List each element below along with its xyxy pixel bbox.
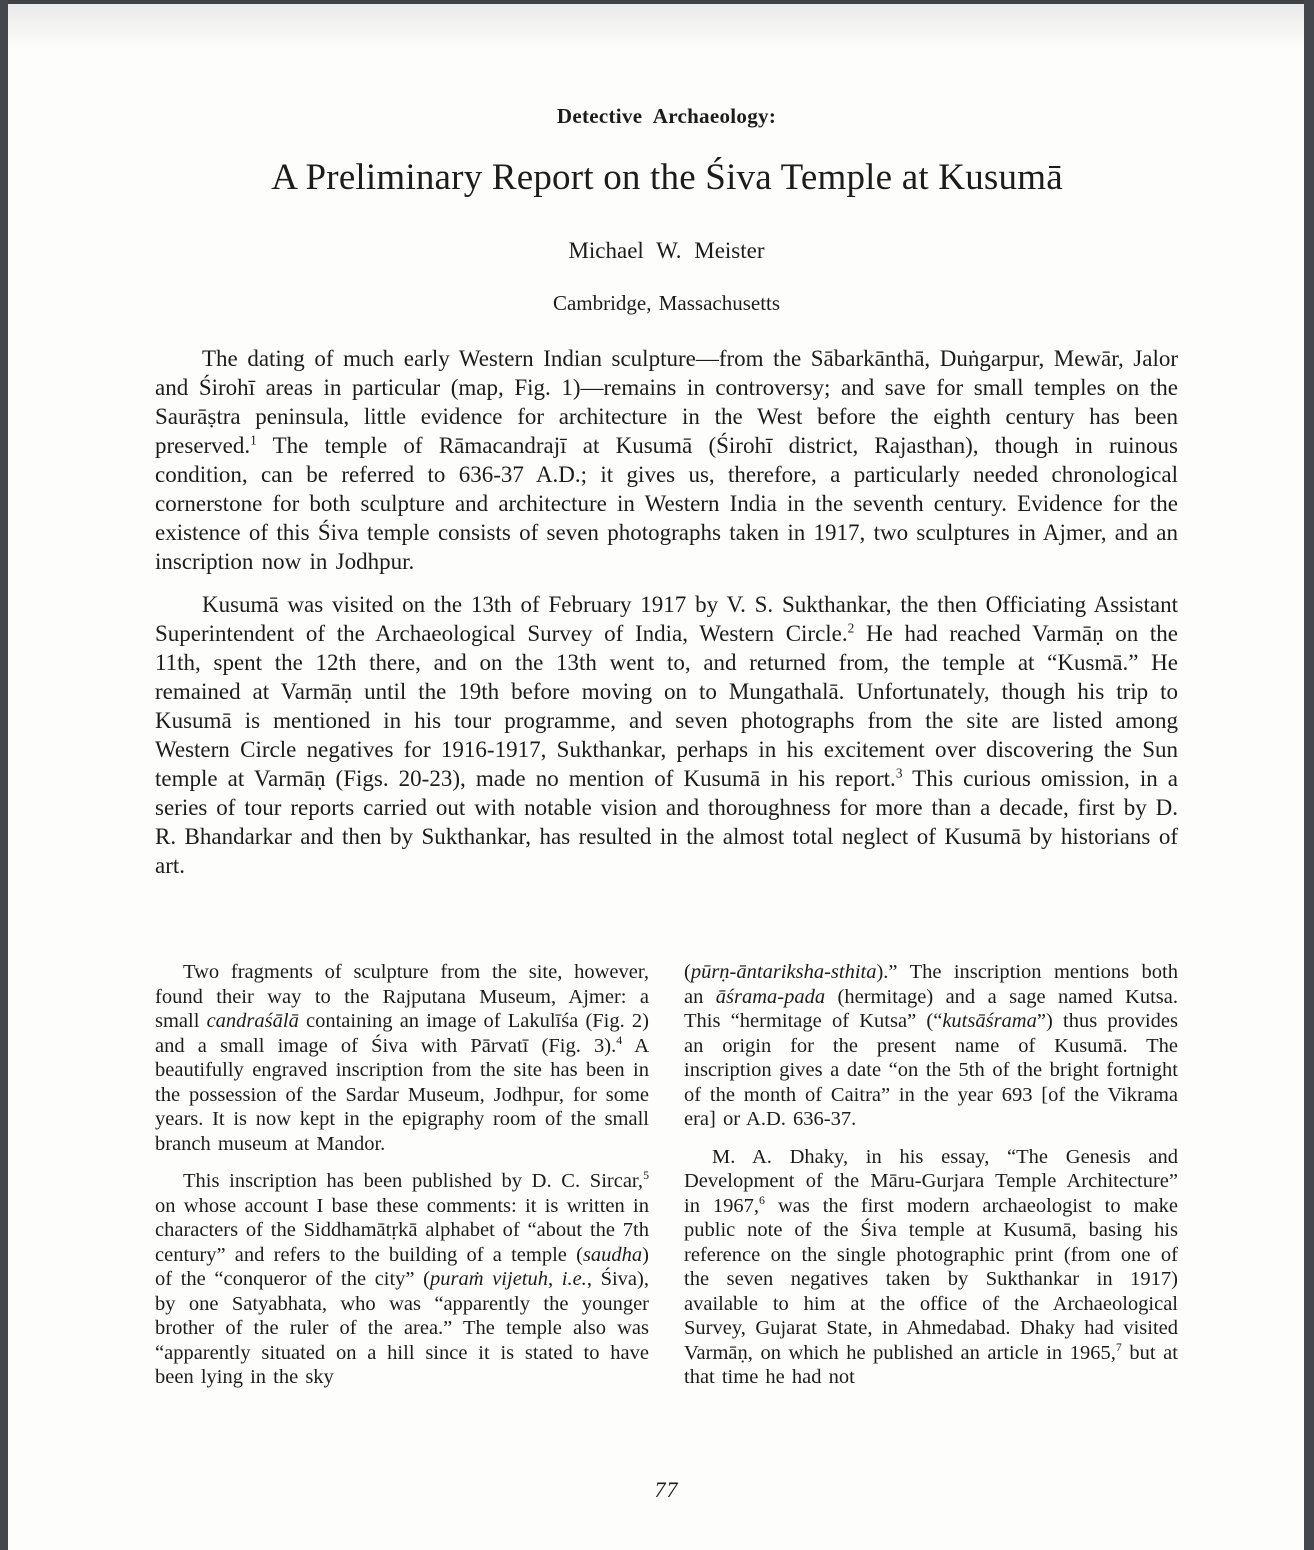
scan-top-shadow — [0, 4, 1314, 50]
article-author-location: Cambridge, Massachusetts — [552, 291, 781, 315]
scan-right-edge — [1304, 0, 1314, 1550]
lead-paragraph-2: Kusumā was visited on the 13th of February 1917 by V. S. Sukthankar, the then Officiating Assistant Superintendent of the Archaeological Survey of India, Western Circle.$^2$ He had reached Varmāṇ on the 11th, spent the 12th there, and on the 13th went to, and returned from, the temple at “Kusmā.” He remained at Varmāṇ until the 19th before moving on to Mungathalā. Unfortunately, though his trip to Kusumā is mentioned in his tour programme, and seven photographs from the site are listed among Western Circle negatives for 1916-1917, Sukthankar, perhaps in his excitement over discovering the Sun temple at Varmāṇ (Figs. 20-23), made no mention of Kusumā in his report.$^3$ This curious omission, in a series of tour reports carried out with notable vision and thoroughness for more than a decade, first by D. R. Bhandarkar and then by Sukthankar, has resulted in the almost total neglect of Kusumā by historians of art. — [155, 592, 1179, 878]
article-author: Michael W. Meister — [568, 238, 765, 263]
lead-section — [155, 344, 1178, 894]
scan-top-edge — [0, 0, 1314, 4]
article-title: A Preliminary Report on the Śiva Temple at Kusumā — [271, 157, 1063, 198]
page-number: 77 — [654, 1477, 679, 1502]
right-column-paragraph-2: M. A. Dhaky, in his essay, “The Genesis and Development of the Māru-Gurjara Temple Architecture” in 1967,$^6$ was the first modern archaeologist to make public note of the Śiva temple at Kusumā, basing his reference on the single photographic print (from one of the seven negatives taken by Sukthankar in 1917) available to him at the office of the Archaeological Survey, Gujarat State, in Ahmedabad. Dhaky had visited Varmāṇ, on which he published an article in 1965,$^7$ but at that time he had not — [684, 1145, 1178, 1388]
left-column-paragraph-1: Two fragments of sculpture from the site, however, found their way to the Rajputana Museum, Ajmer: a small candraśālā containing an image of Lakulīśa (Fig. 2) and a small image of Śiva with Pārvatī (Fig. 3).$^4$ A beautifully engraved inscription from the site has been in the possession of the Sardar Museum, Jodhpur, for some years. It is now kept in the epigraphy room of the small branch museum at Mandor. — [155, 961, 649, 1155]
right-column — [684, 960, 1178, 1403]
right-column-paragraph-1: (pūrṇ-āntariksha-sthita).” The inscription mentions both an āśrama-pada (hermitage) and a sage named Kutsa. This “hermitage of Kutsa” (“kutsāśrama”) thus provides an origin for the present name of Kusumā. The inscription gives a date “on the 5th of the bright fortnight of the month of Caitra” in the year 693 [of the Vikrama era] or A.D. 636-37. — [684, 961, 1178, 1130]
left-column — [155, 960, 649, 1403]
two-column-section — [155, 960, 1178, 1403]
scan-left-edge — [0, 0, 8, 1550]
lead-paragraph-1: The dating of much early Western Indian sculpture—from the Sābarkānthā, Duṅgarpur, Mewār, Jalor and Śirohī areas in particular (map, Fig. 1)—remains in controversy; and save for small temples on the Saurāṣtra peninsula, little evidence for architecture in the West before the eighth century has been preserved.$^1$ The temple of Rāmacandrajī at Kusumā (Śirohī district, Rajasthan), though in ruinous condition, can be referred to 636-37 A.D.; it gives us, therefore, a particularly needed chronological cornerstone for both sculpture and architecture in Western India in the seventh century. Evidence for the existence of this Śiva temple consists of seven photographs taken in 1917, two sculptures in Ajmer, and an inscription now in Jodhpur. — [155, 346, 1178, 574]
article-kicker: Detective Archaeology: — [556, 104, 777, 128]
left-column-paragraph-2: This inscription has been published by D. C. Sircar,$^5$ on whose account I base these comments: it is written in characters of the Siddhamātṛkā alphabet of “about the 7th century” and refers to the building of a temple (saudha) of the “conqueror of the city” (puraṁ vijetuh, i.e., Śiva), by one Satyabhata, who was “apparently the younger brother of the ruler of the area.” The temple also was “apparently situated on a hill since it is stated to have been lying in the sky — [155, 1168, 649, 1388]
